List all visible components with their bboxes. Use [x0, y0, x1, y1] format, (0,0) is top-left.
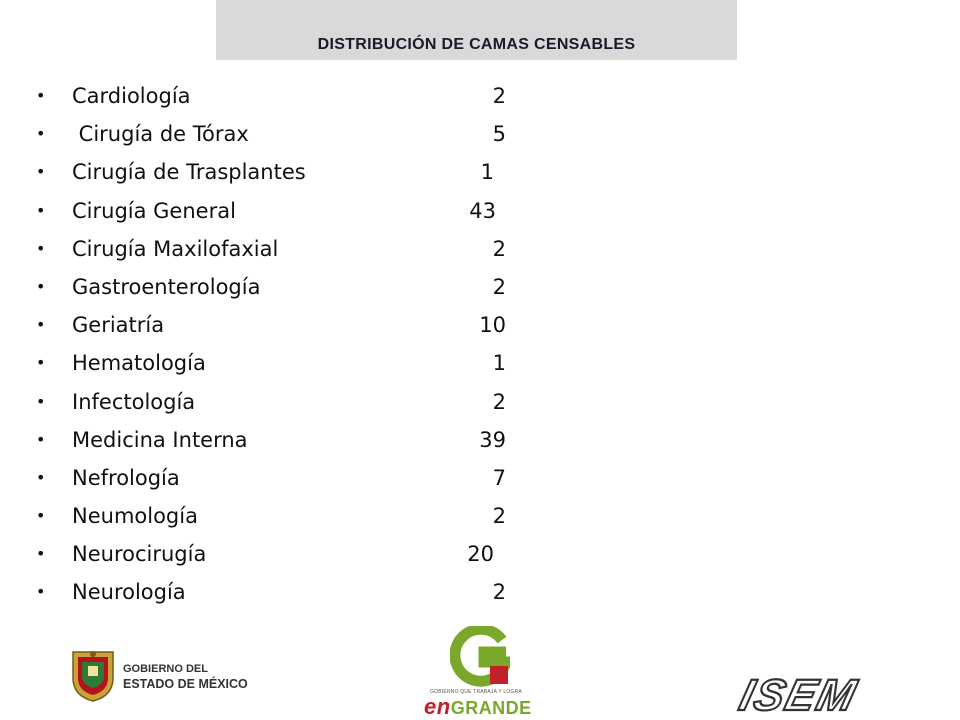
edomex-line1: GOBIERNO DEL: [123, 663, 208, 675]
specialty-name: Cirugía General: [72, 198, 236, 223]
bullet-icon: •: [36, 276, 46, 296]
bed-count: 7: [492, 465, 506, 490]
engrande-g-icon: [450, 626, 510, 688]
specialty-name: Cirugía de Tórax: [72, 122, 249, 147]
bullet-icon: •: [36, 162, 46, 182]
specialty-name: Hematología: [72, 351, 206, 376]
engrande-en: en: [424, 694, 451, 719]
bullet-icon: •: [36, 391, 46, 411]
bullet-icon: •: [36, 544, 46, 564]
bullet-icon: •: [36, 353, 46, 373]
bullet-icon: •: [36, 582, 46, 602]
bed-count: 43: [469, 198, 496, 223]
bullet-icon: •: [36, 467, 46, 487]
bed-count: 2: [492, 236, 506, 261]
specialty-name: Nefrología: [72, 465, 180, 490]
isem-wordmark: ISEM: [734, 671, 863, 720]
specialty-name: Cirugía de Trasplantes: [72, 160, 306, 185]
bed-count: 5: [492, 122, 506, 147]
edomex-logo: [70, 648, 250, 704]
engrande-logo: [418, 626, 534, 719]
specialty-name: Neurocirugía: [72, 542, 207, 567]
bullet-icon: •: [36, 124, 46, 144]
bullet-icon: •: [36, 200, 46, 220]
bed-count: 39: [479, 427, 506, 452]
bed-count: 1: [492, 351, 506, 376]
specialty-name: Neumología: [72, 504, 198, 529]
bullet-icon: •: [36, 429, 46, 449]
bed-count: 20: [467, 542, 494, 567]
specialty-name: Infectología: [72, 389, 196, 414]
engrande-wordmark: [424, 694, 532, 720]
bed-count: 1: [480, 160, 494, 185]
specialty-name: Cirugía Maxilofaxial: [72, 236, 279, 261]
specialty-name: Neurología: [72, 580, 186, 605]
bed-count: 2: [492, 274, 506, 299]
edomex-line2: ESTADO DE MÉXICO: [123, 677, 248, 691]
bullet-icon: •: [36, 506, 46, 526]
specialty-name: Cardiología: [72, 84, 191, 108]
bed-count: 2: [492, 84, 506, 108]
bed-count: 2: [492, 580, 506, 605]
coat-of-arms-icon: [70, 648, 116, 702]
edomex-wordmark: [123, 662, 248, 692]
bullet-icon: •: [36, 238, 46, 258]
bed-count: 10: [479, 313, 506, 338]
engrande-tagline: GOBIERNO QUE TRABAJA Y LOGRA: [430, 689, 522, 695]
bullet-icon: •: [36, 315, 46, 335]
engrande-grande: GRANDE: [450, 698, 532, 718]
page-title: DISTRIBUCIÓN DE CAMAS CENSABLES: [317, 36, 636, 53]
isem-logo: [704, 670, 890, 720]
specialty-name: Gastroenterología: [72, 274, 261, 299]
title-bar: [216, 0, 737, 60]
specialty-name: Geriatría: [72, 313, 165, 338]
specialty-name: Medicina Interna: [72, 427, 248, 452]
bed-count: 2: [492, 504, 506, 529]
bed-count: 2: [492, 389, 506, 414]
bullet-icon: •: [36, 86, 46, 105]
